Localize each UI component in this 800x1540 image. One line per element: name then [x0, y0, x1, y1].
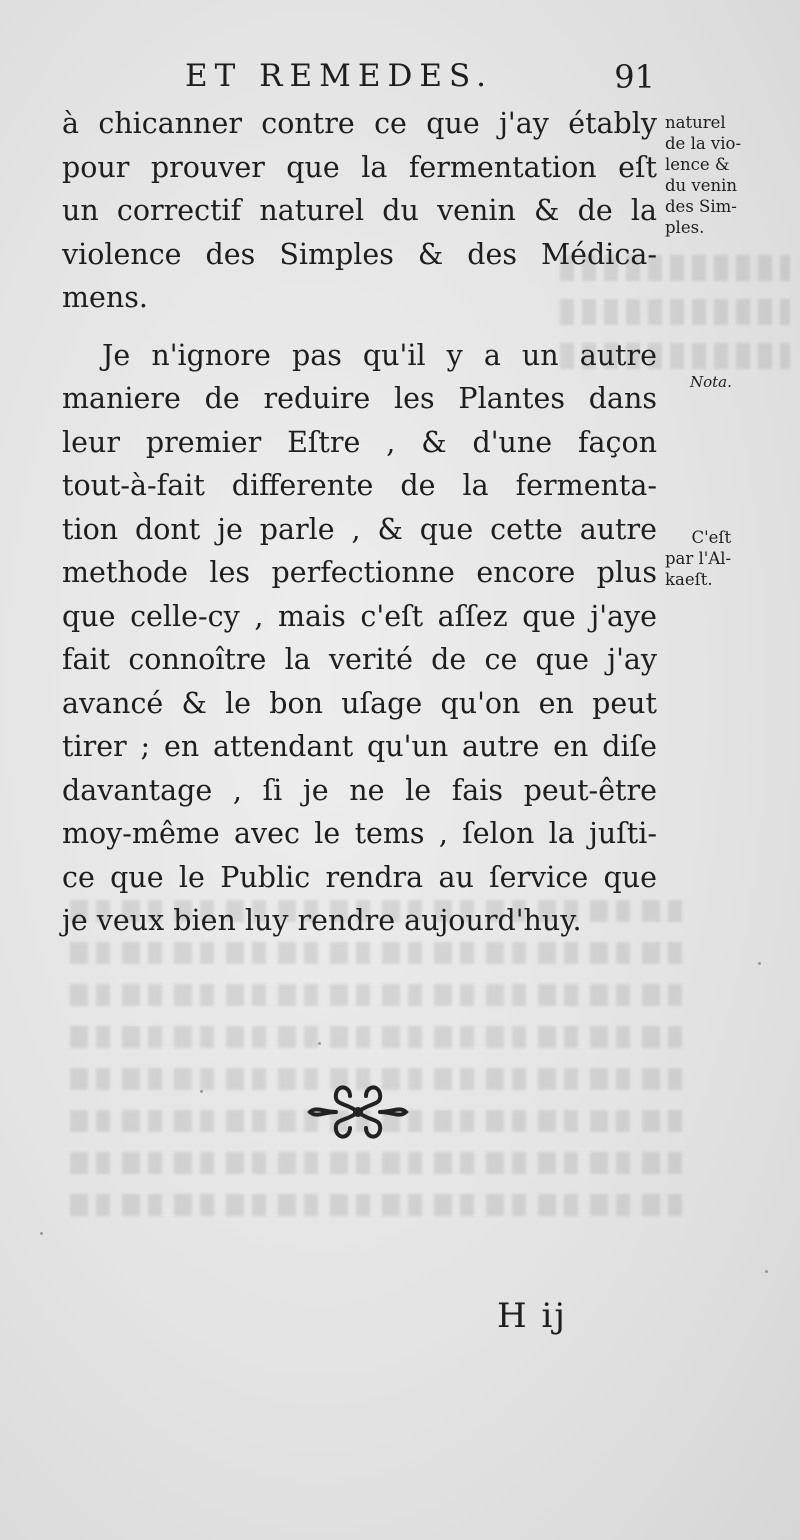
text-line: à chicanner contre ce que j'ay étably [62, 107, 657, 140]
signature-mark: H ij [497, 1296, 567, 1336]
text-line: maniere de reduire les Plantes dans [62, 382, 657, 415]
fleuron-ornament-icon [306, 1072, 410, 1152]
body-text [62, 102, 657, 943]
margin-note-line: Nota. [690, 373, 732, 391]
text-line: leur premier Eſtre , & d'une façon [62, 425, 657, 459]
text-line: tout-à-fait differente de la fermenta- [62, 469, 657, 502]
text-line: un correctif naturel du venin & de la [62, 194, 657, 227]
text-line: ce que le Public rendra au ſervice que [62, 860, 657, 894]
margin-note-line: ples. [665, 218, 705, 237]
text-line: tirer ; en attendant qu'un autre en diſe [62, 730, 657, 763]
text-line: methode les perfectionne encore plus [62, 556, 657, 589]
page-number: 91 [614, 58, 655, 96]
margin-note-line: de la vio- [665, 134, 742, 153]
margin-note-alkaest [665, 527, 731, 590]
text-line: tion dont je parle , & que cette autre [62, 512, 657, 546]
margin-note-line: kaeſt. [665, 570, 713, 589]
running-title: ET REMEDES. [185, 58, 493, 94]
margin-note-line: par l'Al- [665, 549, 732, 568]
margin-note-line: lence & [665, 155, 730, 174]
text-line: avancé & le bon uſage qu'on en peut [62, 686, 657, 720]
margin-note-nota [690, 372, 732, 393]
margin-note-line: du venin [665, 176, 738, 195]
margin-note-line: C'eſt [691, 528, 732, 547]
text-line: que celle-cy , mais c'eſt aſſez que j'aye [62, 599, 657, 633]
margin-note-naturel [665, 112, 741, 238]
text-line: je veux bien luy rendre aujourd'huy. [62, 904, 582, 937]
text-line: mens. [62, 281, 148, 314]
text-line: pour prouver que la fermentation eſt [62, 150, 657, 184]
text-line: davantage , ſi je ne le fais peut-être [62, 773, 657, 807]
text-line: Je n'ignore pas qu'il y a un autre [102, 338, 657, 372]
margin-note-line: naturel [665, 113, 726, 132]
running-head [185, 58, 655, 102]
text-line: fait connoître la verité de ce que j'ay [62, 643, 657, 676]
margin-note-line: des Sim- [665, 197, 737, 216]
text-line: moy-même avec le tems , ſelon la juſti- [62, 817, 657, 850]
text-line: violence des Simples & des Médica- [62, 237, 657, 271]
